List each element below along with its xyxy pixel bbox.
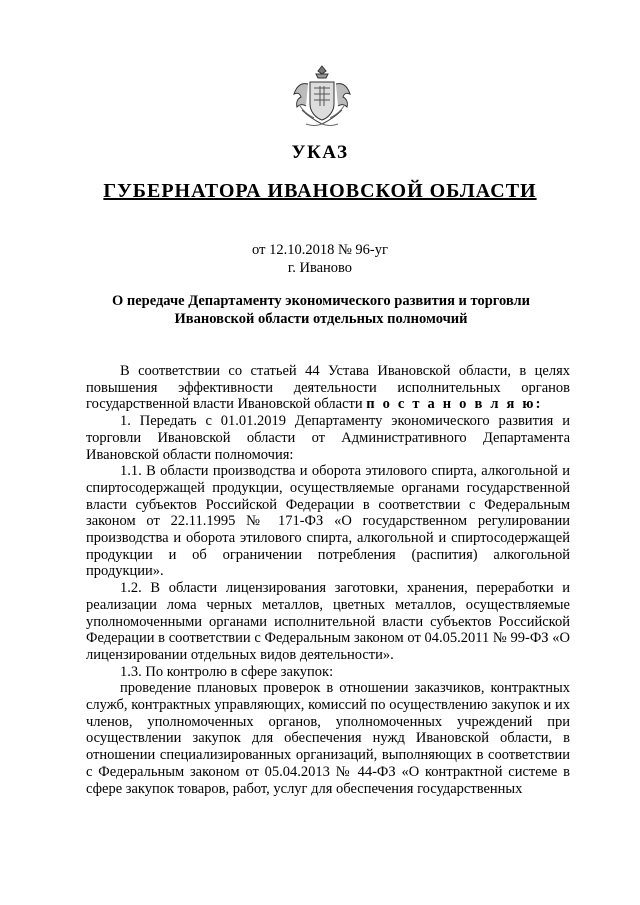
- date-and-number: от 12.10.2018 № 96-уг: [252, 242, 388, 258]
- coat-of-arms-emblem: [290, 62, 354, 130]
- intro-paragraph: [86, 363, 570, 413]
- issuing-authority-title: ГУБЕРНАТОРА ИВАНОВСКОЙ ОБЛАСТИ: [103, 180, 537, 202]
- document-type-title: УКАЗ: [291, 142, 349, 163]
- document-body: [86, 363, 570, 797]
- document-subject: О передаче Департаменту экономического развития и торговли Ивановской области отдельных полномочий: [111, 293, 531, 327]
- paragraph-1-1: 1.1. В области производства и оборота этилового спирта, алкогольной и спиртосодержащей продукции, осуществляемые органами государственной власти субъектов Российской Федерации в соответствии с Федеральным законом от 22.11.1995 № 171-ФЗ «О государственном регулировании производства и оборота этилового спирта, алкогольной и спиртосодержащей продукции и об ограничении потребления (распития) алкогольной продукции».: [86, 463, 570, 580]
- paragraph-1-3-text: проведение плановых проверок в отношении заказчиков, контрактных служб, контрактных управляющих, комиссий по осуществлению закупок и их членов, уполномоченных органов, уполномоченных учреждений при осуществлении закупок для обеспечения нужд Ивановской области, в отношении специализированных организаций, выполняющих в соответствии с Федеральным законом от 05.04.2013 № 44-ФЗ «О контрактной системе в сфере закупок товаров, работ, услуг для обеспечения государственных: [86, 680, 570, 797]
- intro-text: В соответствии со статьей 44 Устава Ивановской области, в целях повышения эффективности деятельности исполнительных органов государственной власти Ивановской области: [86, 363, 570, 413]
- decree-word: п о с т а н о в л я ю:: [366, 396, 543, 413]
- paragraph-1-3: 1.3. По контролю в сфере закупок:: [120, 663, 334, 680]
- place-of-issue: г. Иваново: [287, 260, 353, 276]
- paragraph-1-2: 1.2. В области лицензирования заготовки, хранения, переработки и реализации лома черных металлов, цветных металлов, осуществляемые уполномоченными органами исполнительной власти субъектов Российской Федерации в соответствии с Федеральным законом от 04.05.2011 № 99-ФЗ «О лицензировании отдельных видов деятельности».: [86, 580, 570, 663]
- paragraph-1: 1. Передать с 01.01.2019 Департаменту экономического развития и торговли Ивановской области от Административного Департамента Ивановской области полномочия:: [86, 413, 570, 463]
